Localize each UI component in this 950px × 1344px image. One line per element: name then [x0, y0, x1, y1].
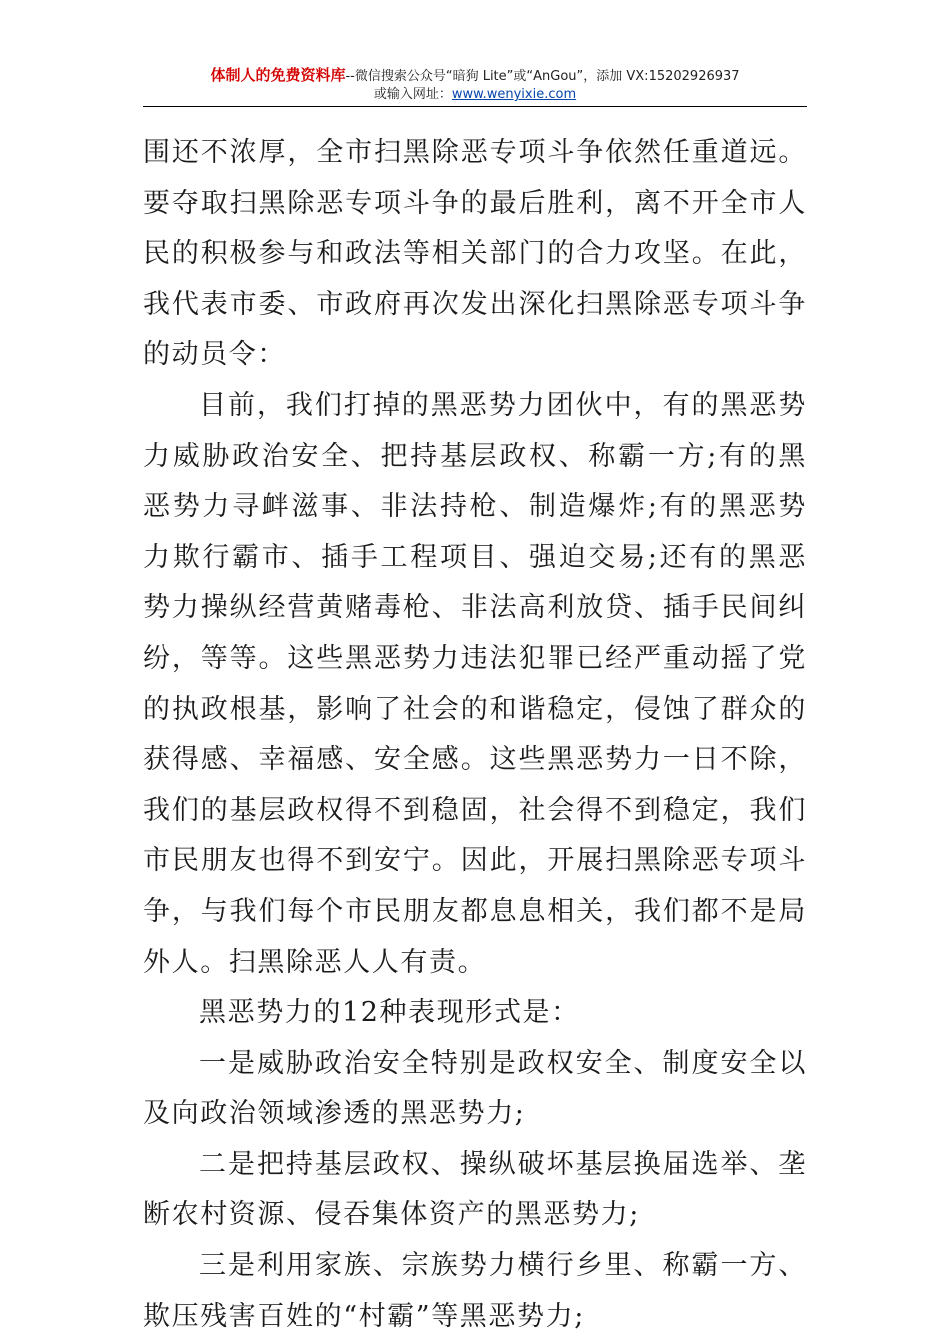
header-line-1 — [0, 66, 950, 86]
header-divider — [143, 106, 807, 107]
header-brand: 体制人的免费资料库 — [210, 66, 346, 84]
paragraph: 三是利用家族、宗族势力横行乡里、称霸一方、欺压残害百姓的“村霸”等黑恶势力; — [143, 1250, 807, 1332]
paragraph: 目前，我们打掉的黑恶势力团伙中，有的黑恶势力威胁政治安全、把持基层政权、称霸一方;有的黑恶势力寻衅滋事、非法持枪、制造爆炸;有的黑恶势力欺行霸市、插手工程项目、强迫交易;还有的黑恶势力操纵经营黄赌毒枪、非法高利放贷、插手民间纠纷，等等。这些黑恶势力违法犯罪已经严重动摇了党的执政根基，影响了社会的和谐稳定，侵蚀了群众的获得感、幸福感、安全感。这些黑恶势力一日不除，我们的基层政权得不到稳固，社会得不到稳定，我们市民朋友也得不到安宁。因此，开展扫黑除恶专项斗争，与我们每个市民朋友都息息相关，我们都不是局外人。扫黑除恶人人有责。 — [143, 389, 807, 978]
header-info: --微信搜索公众号“暗狗 Lite”或“AnGou”，添加 VX:15202926937 — [345, 69, 740, 84]
header-url-link[interactable]: www.wenyixie.com — [451, 87, 577, 102]
paragraph-continuation: 围还不浓厚，全市扫黑除恶专项斗争依然任重道远。要夺取扫黑除恶专项斗争的最后胜利，离不开全市人民的积极参与和政法等相关部门的合力攻坚。在此，我代表市委、市政府再次发出深化扫黑除恶专项斗争的动员令： — [143, 137, 807, 371]
paragraph: 一是威胁政治安全特别是政权安全、制度安全以及向政治领域渗透的黑恶势力; — [143, 1047, 807, 1130]
paragraph: 二是把持基层政权、操纵破坏基层换届选举、垄断农村资源、侵吞集体资产的黑恶势力; — [143, 1148, 807, 1231]
paragraph: 黑恶势力的12种表现形式是： — [199, 997, 580, 1029]
header-url-prefix: 或输入网址： — [373, 87, 452, 102]
document-body — [143, 128, 807, 1342]
header-line-2 — [0, 86, 950, 104]
page-header — [0, 66, 950, 104]
